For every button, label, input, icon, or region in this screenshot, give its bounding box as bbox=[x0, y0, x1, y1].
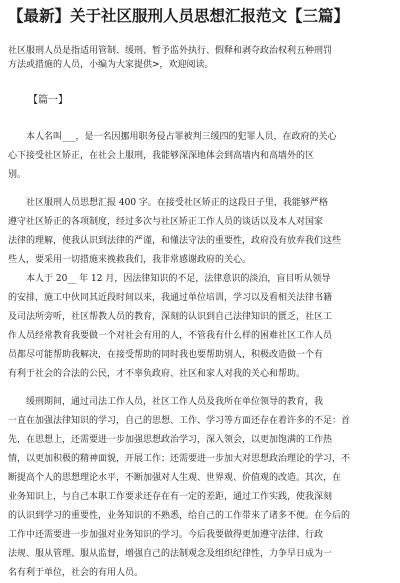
text-line: 员都尽可能帮助我解决，在接受帮助的同时我也要帮助别人，积极改造做一个有 bbox=[8, 350, 324, 360]
text-line: 缓刑期间，通过司法工作人员，社区工作人员及我所在单位领导的教育，我 bbox=[8, 397, 324, 407]
text-line: 一直在加强法律知识的学习，自己的思想、工作、学习等方面还存在着许多的不足：首 bbox=[8, 416, 351, 426]
paragraph bbox=[8, 128, 394, 185]
text-line: 作人员经常教育我要做一个对社会有用的人，不管我有什么样的困难社区工作人员 bbox=[8, 331, 333, 341]
text-line: 先，在思想上，还需要进一步加强思想政治学习，深入领会，以更加饱满的工作热 bbox=[8, 435, 333, 445]
text-line: 社区服刑人员思想汇报 400 字。在接受社区矫正的这段日子里，我能够严格 bbox=[8, 198, 328, 208]
text-line: 些人，要采用一切措施来挽救我们，我非常感谢政府的关心。 bbox=[8, 255, 252, 265]
paragraph bbox=[8, 270, 394, 384]
text-line: 业务知识上，与自己本职工作要求还存在有一定的差距，通过工作实践，使我深刻 bbox=[8, 492, 333, 502]
text-line: 本人名叫___，是一名因挪用职务侵占罪被判三缓四的犯罪人员，在政府的关心 bbox=[8, 132, 337, 142]
text-line: 法规、服从管理、服从监督，增强自己的法制观念及组织纪律性，力争早日成为一 bbox=[8, 549, 333, 559]
paragraph-gap bbox=[8, 384, 394, 393]
text-line: 心下接受社区矫正，在社会上服刑，我能够深深地体会到高墙内和高墙外的区 bbox=[8, 151, 315, 161]
text-line: 及司法所旁听，社区帮教人员的教育，深刻的认识到自己法律知识的匮乏，社区工 bbox=[8, 312, 333, 322]
intro-line: 方法或措施的人员，小编为大家提供>，欢迎阅读。 bbox=[8, 60, 214, 70]
text-line: 工作中还需要进一步加强对业务知识的学习。今后我要做得更加遵守法律、行政 bbox=[8, 530, 324, 540]
paragraph-gap bbox=[8, 185, 394, 194]
text-line: 法律的理解，使我认识到法律的严谨，和懂法守法的重要性，政府没有放弃我们这些 bbox=[8, 236, 342, 246]
text-line: 的认识到学习的重要性，业务知识的不熟悉，给自己的工作带来了诸多不便。在今后的 bbox=[8, 511, 351, 521]
text-line: 有利于社会的合法的公民，才不辜负政府、社区和家人对我的关心和帮助。 bbox=[8, 369, 306, 379]
intro-paragraph bbox=[8, 44, 394, 72]
paragraph bbox=[8, 393, 394, 583]
paragraph bbox=[8, 194, 394, 270]
section-label: 【篇一】 bbox=[28, 95, 68, 106]
text-line: 名有利于单位，社会的有用人员。 bbox=[8, 568, 144, 578]
text-line: 遵守社区矫正的各项制度，经过多次与社区矫正工作人员的谈话以及本人对国家 bbox=[8, 217, 324, 227]
text-line: 断提高个人的思想理论水平，不断加强对人生观、世界观、价值观的改造。其次，在 bbox=[8, 473, 342, 483]
intro-line: 社区服刑人员是指适用管制、缓刑、暂予监外执行、假释和剥夺政治权利五种刑罚 bbox=[8, 46, 333, 56]
document-title: 【最新】关于社区服刑人员思想汇报范文【三篇】 bbox=[8, 6, 350, 25]
text-line: 别。 bbox=[8, 170, 27, 180]
text-line: 的安排，施工中伙同其近段时间以来，我通过单位培训，学习以及看相关法律书籍 bbox=[8, 293, 333, 303]
text-line: 情，以更加积极的精神面貌，开展工作；还需要进一步加大对思想政治理论的学习，不 bbox=[8, 454, 351, 464]
text-line: 本人于 20__ 年 12 月，因法律知识的不足，法律意识的淡泊，盲目听从领导 bbox=[8, 274, 331, 284]
document-body bbox=[8, 128, 394, 583]
